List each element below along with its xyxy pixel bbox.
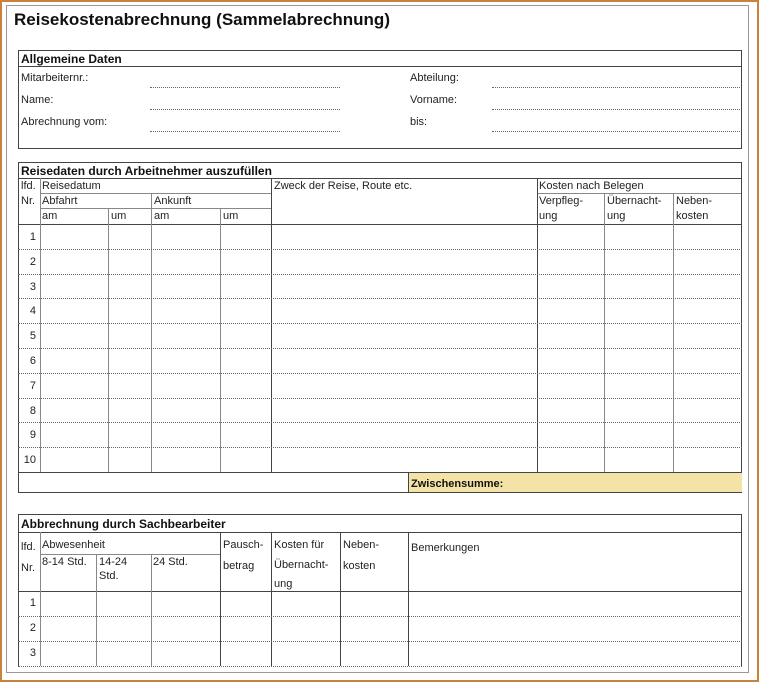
divider xyxy=(96,554,97,666)
period-from-field[interactable] xyxy=(150,131,340,132)
travel-row-number: 6 xyxy=(29,355,36,367)
divider xyxy=(741,50,742,148)
col-verpflegung-2: ung xyxy=(539,210,558,222)
divider xyxy=(220,532,221,666)
divider xyxy=(18,514,742,515)
divider xyxy=(408,472,409,492)
clerk-col-lfd: lfd. xyxy=(21,541,36,553)
section-heading-travel: Reisedaten durch Arbeitnehmer auszufüllen xyxy=(21,164,272,178)
col-uebernachtung-2: ung xyxy=(607,210,626,222)
divider xyxy=(271,178,272,472)
travel-row-separator xyxy=(18,447,742,448)
travel-row-separator xyxy=(18,249,742,250)
col-um-abfahrt: um xyxy=(111,210,127,222)
divider xyxy=(108,208,109,472)
divider xyxy=(18,178,742,179)
divider xyxy=(271,532,272,666)
divider xyxy=(18,50,19,148)
travel-row-number: 4 xyxy=(29,305,36,318)
divider xyxy=(18,162,19,492)
clerk-row-number: 2 xyxy=(29,622,36,634)
col-ankunft: Ankunft xyxy=(154,195,192,207)
divider xyxy=(18,492,742,493)
clerk-row-separator xyxy=(18,666,742,667)
travel-row-number: 8 xyxy=(29,404,36,417)
clerk-col-kosten-line3: ung xyxy=(274,578,293,590)
col-reisedatum: Reisedatum xyxy=(42,180,101,192)
clerk-col-pausch-line2: betrag xyxy=(223,560,255,572)
clerk-col-nr: Nr. xyxy=(21,562,36,574)
section-heading-general: Allgemeine Daten xyxy=(21,52,122,66)
col-nr: Nr. xyxy=(21,195,36,207)
divider xyxy=(741,162,742,492)
col-uebernachtung-1: Übernacht- xyxy=(607,195,662,207)
section-heading-clerk: Abbrechnung durch Sachbearbeiter xyxy=(21,517,226,531)
divider xyxy=(408,532,409,666)
subtotal-label: Zwischensumme: xyxy=(411,478,504,490)
divider xyxy=(40,178,41,472)
name-label: Name: xyxy=(21,94,54,106)
travel-row-separator xyxy=(18,274,742,275)
department-field[interactable] xyxy=(492,87,740,88)
divider xyxy=(40,554,220,555)
col-am-ankunft: am xyxy=(154,210,170,222)
divider xyxy=(18,532,742,533)
divider xyxy=(537,178,538,492)
col-abfahrt: Abfahrt xyxy=(42,195,78,207)
divider xyxy=(18,66,742,67)
clerk-col-pausch-line1: Pausch- xyxy=(223,539,264,551)
col-um-ankunft: um xyxy=(223,210,239,222)
divider xyxy=(18,472,742,473)
travel-row-separator xyxy=(18,323,742,324)
clerk-col-24: 24 Std. xyxy=(153,556,188,568)
divider xyxy=(537,193,742,194)
clerk-col-neben-line2: kosten xyxy=(343,560,376,572)
travel-row-separator xyxy=(18,422,742,423)
clerk-col-abwesenheit: Abwesenheit xyxy=(42,539,105,551)
col-zweck: Zweck der Reise, Route etc. xyxy=(274,180,413,192)
clerk-row-separator xyxy=(18,616,742,617)
divider xyxy=(40,208,271,209)
divider xyxy=(18,162,742,163)
clerk-col-8-14: 8-14 Std. xyxy=(42,556,87,568)
travel-row-separator xyxy=(18,298,742,299)
clerk-row-separator xyxy=(18,641,742,642)
divider xyxy=(151,554,152,666)
first-name-field[interactable] xyxy=(492,109,740,110)
travel-row-number: 9 xyxy=(29,429,36,442)
col-verpflegung-1: Verpfleg- xyxy=(539,195,584,207)
divider xyxy=(18,591,742,592)
travel-row-number: 10 xyxy=(23,454,36,467)
divider xyxy=(18,50,742,51)
travel-row-number: 7 xyxy=(29,379,36,392)
clerk-col-kosten-line1: Kosten für xyxy=(274,539,325,551)
page-title: Reisekostenabrechnung (Sammelabrechnung) xyxy=(14,10,390,29)
period-from-label: Abrechnung vom: xyxy=(21,116,108,128)
col-am-abfahrt: am xyxy=(42,210,58,222)
employee-no-field[interactable] xyxy=(150,87,340,88)
name-field[interactable] xyxy=(150,109,340,110)
travel-row-separator xyxy=(18,373,742,374)
department-label: Abteilung: xyxy=(410,72,459,84)
clerk-col-14-24-line2: Std. xyxy=(99,570,119,582)
period-to-label: bis: xyxy=(410,116,428,128)
divider xyxy=(151,193,152,472)
col-nebenkosten-1: Neben- xyxy=(676,195,713,207)
divider xyxy=(18,148,742,149)
clerk-row-number: 3 xyxy=(29,647,36,659)
travel-row-separator xyxy=(18,348,742,349)
divider xyxy=(18,224,742,225)
travel-row-number: 2 xyxy=(29,255,36,268)
travel-row-number: 5 xyxy=(29,330,36,343)
divider xyxy=(340,532,341,666)
divider xyxy=(40,532,41,666)
clerk-row-number: 1 xyxy=(29,597,36,609)
clerk-col-neben-line1: Neben- xyxy=(343,539,380,551)
travel-row-number: 1 xyxy=(29,231,36,243)
divider xyxy=(741,514,742,666)
col-kosten: Kosten nach Belegen xyxy=(539,180,644,192)
divider xyxy=(40,193,271,194)
clerk-col-bemerkungen: Bemerkungen xyxy=(411,542,480,554)
divider xyxy=(220,208,221,472)
travel-row-separator xyxy=(18,398,742,399)
travel-row-number: 3 xyxy=(29,280,36,293)
divider xyxy=(18,514,19,666)
clerk-col-kosten-line2: Übernacht- xyxy=(274,559,329,571)
first-name-label: Vorname: xyxy=(410,94,458,106)
col-lfd: lfd. xyxy=(21,180,36,192)
employee-no-label: Mitarbeiternr.: xyxy=(21,72,89,84)
clerk-col-14-24-line1: 14-24 xyxy=(99,556,128,568)
period-to-field[interactable] xyxy=(492,131,740,132)
col-nebenkosten-2: kosten xyxy=(676,210,709,222)
